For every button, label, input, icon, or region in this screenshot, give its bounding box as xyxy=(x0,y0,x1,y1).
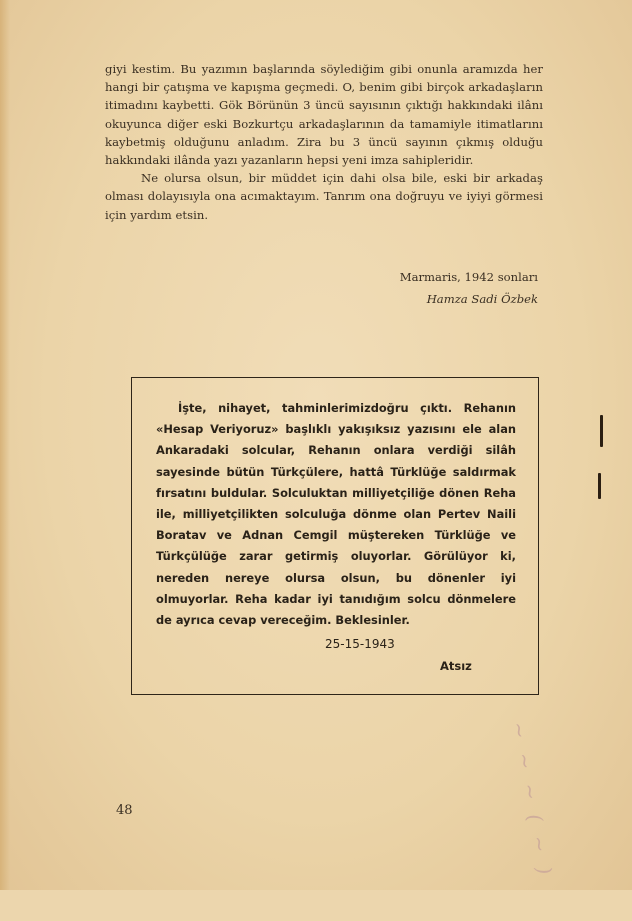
paragraph: giyi kestim. Bu yazımın başlarında söylediğim gibi onunla aramızda her hangi bir çatışma ve kapışma geçmedi. O, benim gibi birçok arkadaşların itimadını kaybetti. Gök Börünün 3 üncü sayısının çıktığı hakkındaki ilânı okuyunca diğer eski Bozkurtçu arkadaşlarının da tamamiyle itimatlarını kaybetmiş olduğunu anladım. Zira bu 3 üncü sayının çıkmış olduğu hakkındaki ilânda yazı yazanların hepsi yeni imza sahipleridir. xyxy=(105,62,543,168)
margin-mark xyxy=(600,415,603,447)
paragraph: Ne olursa olsun, bir müddet için dahi olsa bile, eski bir arkadaş olması dolayısıyla ona acımaktayım. Tanrım ona doğruyu ve iyiyi görmesi için yardım etsin. xyxy=(105,171,543,222)
page-number: 48 xyxy=(116,803,133,818)
quoted-box-signature: Atsız xyxy=(440,659,472,673)
article-body xyxy=(105,60,543,224)
quoted-box-date: 25-15-1943 xyxy=(325,637,395,651)
signature-place-date: Marmaris, 1942 sonları xyxy=(399,270,538,284)
handwritten-margin-note: ~ ~ ~ ( ~ ) xyxy=(506,720,558,881)
margin-mark xyxy=(598,473,601,499)
author-signature xyxy=(0,266,538,310)
quoted-box-text xyxy=(156,398,516,631)
quoted-paragraph: İşte, nihayet, tahminlerimizdoğru çıktı. Rehanın «Hesap Veriyoruz» başlıklı yakışıksız yazısını ele alan Ankaradaki solcular, Rehanın onlara verdiği silâh sayesinde bütün Türkçülere, hattâ Türklüğe saldırmak fırsatını buldular. Solculuktan milliyetçiliğe dönen Reha ile, milliyetçilikten solculuğa dönme olan Pertev Naili Boratav ve Adnan Cemgil müştereken Türklüğe ve Türkçülüğe zarar getirmiş oluyorlar. Görülüyor ki, nereden nereye olursa olsun, bu dönenler iyi olmuyorlar. Reha kadar iyi tanıdığım solcu dönmelere de ayrıca cevap vereceğim. Beklesinler. xyxy=(156,401,516,628)
page-edge-shadow xyxy=(0,0,10,890)
signature-name: Hamza Sadi Özbek xyxy=(426,292,538,306)
